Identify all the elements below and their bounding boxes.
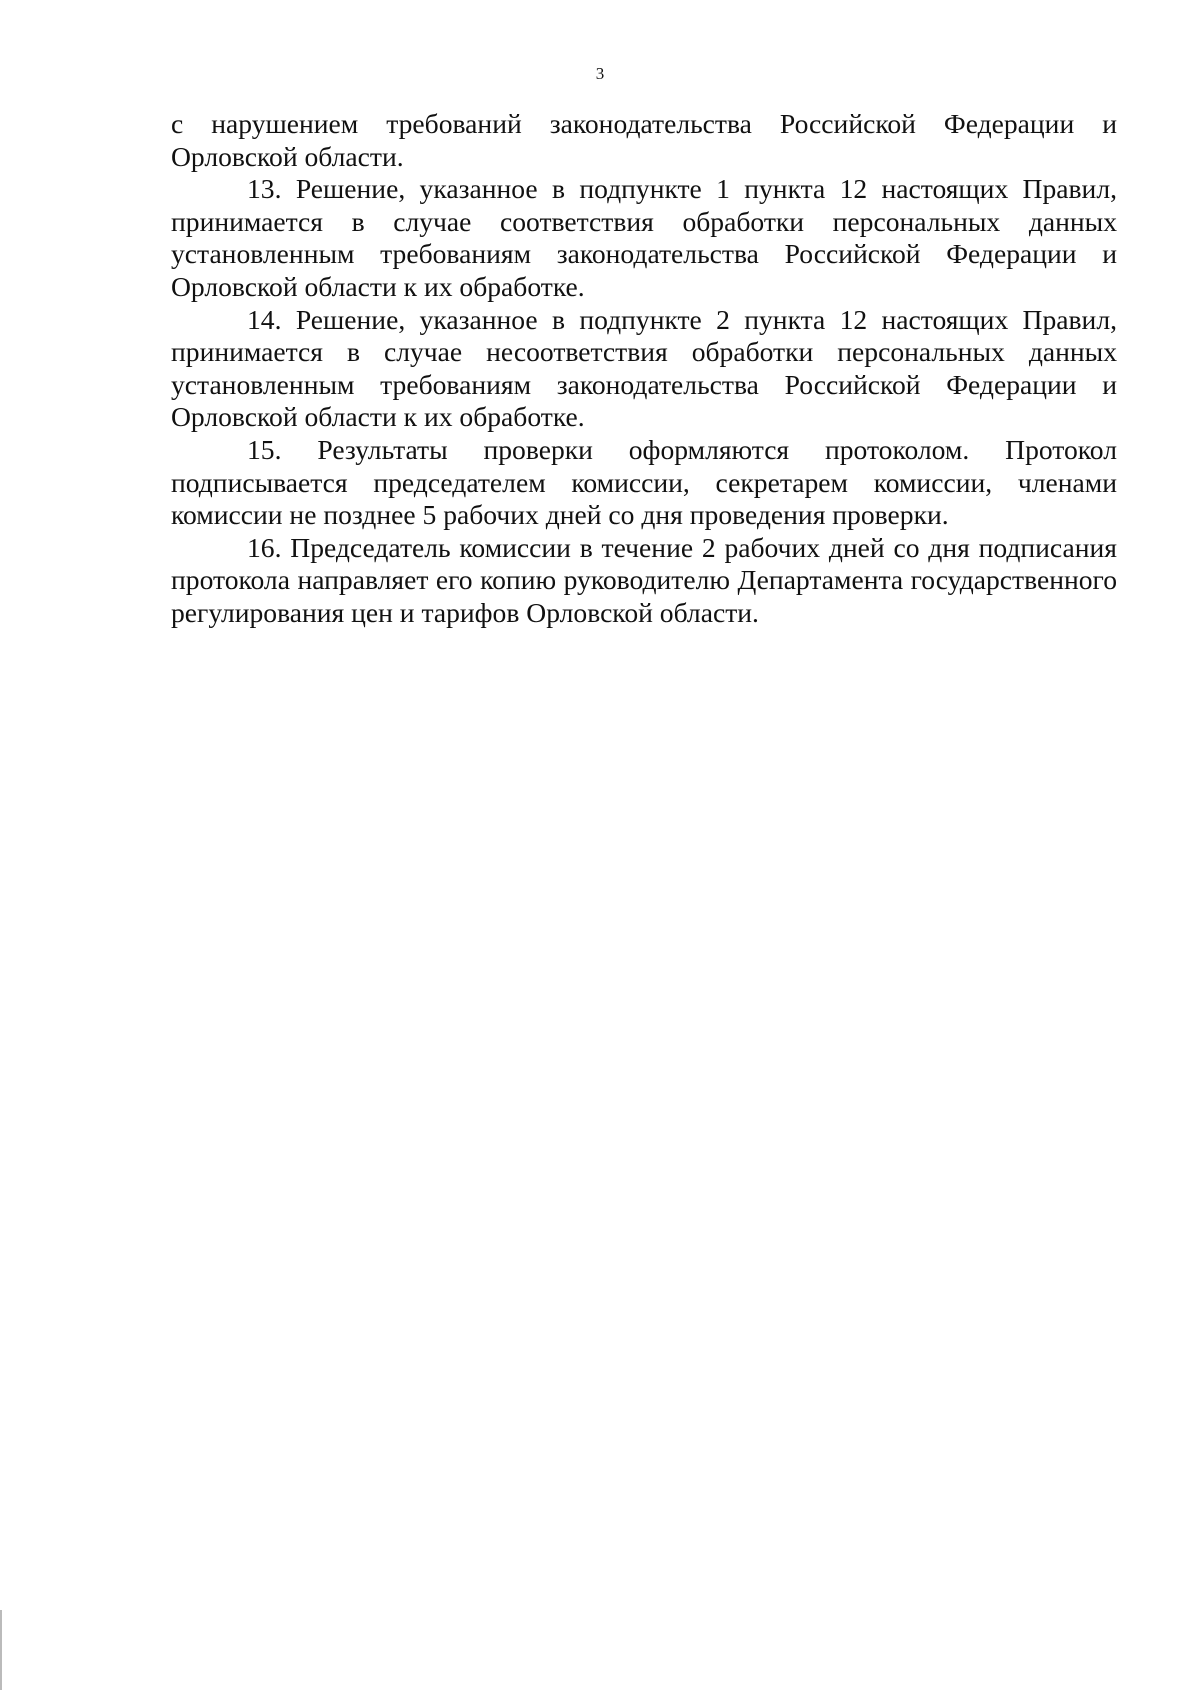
paragraph-14: 14. Решение, указанное в подпункте 2 пункта 12 настоящих Правил, принимается в случае несоответствия обработки персональных данных установленным требованиям законодательства Российской Федерации и Орловской области к их обработке. — [171, 303, 1117, 433]
scan-edge-mark — [0, 1610, 2, 1690]
paragraph-16: 16. Председатель комиссии в течение 2 рабочих дней со дня подписания протокола направляет его копию руководителю Департамента государственного регулирования цен и тарифов Орловской области. — [171, 531, 1117, 628]
document-body — [171, 108, 1117, 630]
paragraph-15: 15. Результаты проверки оформляются протоколом. Протокол подписывается председателем комиссии, секретарем комиссии, членами комиссии не позднее 5 рабочих дней со дня проведения проверки. — [171, 433, 1117, 531]
page-number: 3 — [595, 64, 605, 83]
paragraph-13: 13. Решение, указанное в подпункте 1 пункта 12 настоящих Правил, принимается в случае соответствия обработки персональных данных установленным требованиям законодательства Российской Федерации и Орловской области к их обработке. — [171, 173, 1117, 302]
paragraph-continuation: с нарушением требований законодательства Российской Федерации и Орловской области. — [171, 108, 1117, 172]
